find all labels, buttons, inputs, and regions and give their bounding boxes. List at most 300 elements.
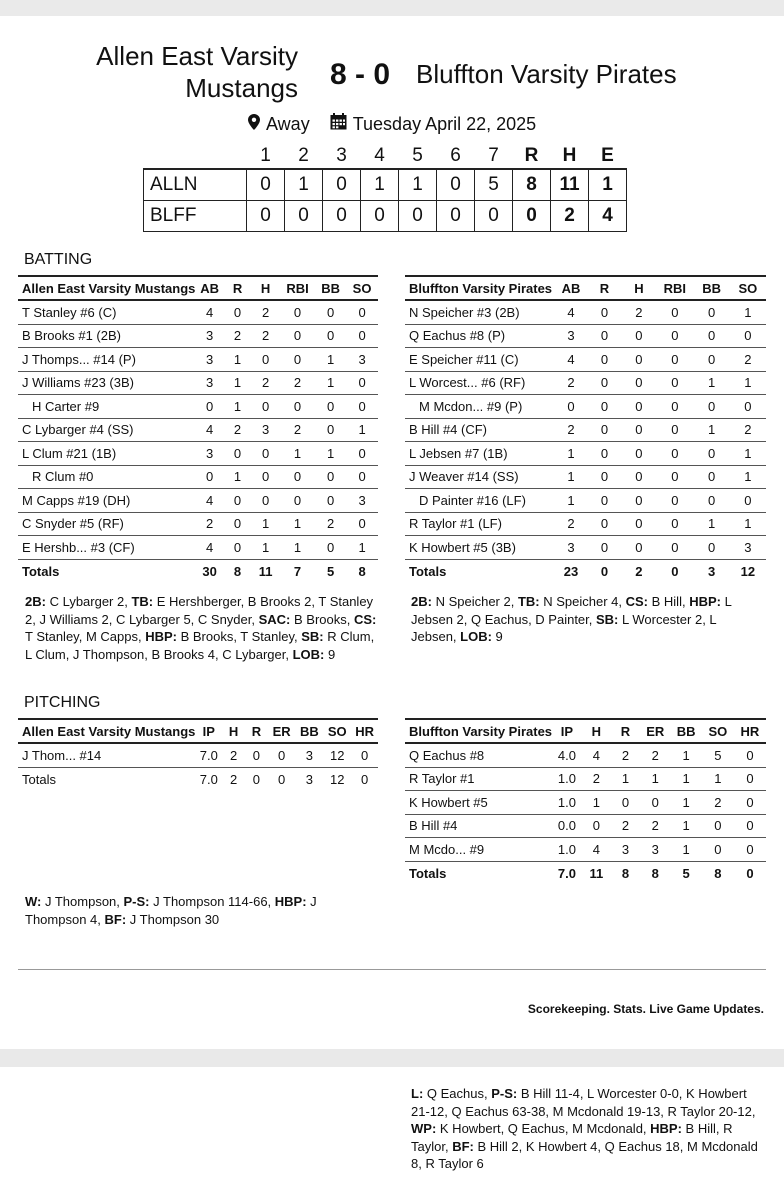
stat-cell: 0 xyxy=(622,442,656,466)
stat-cell: 4.0 xyxy=(552,743,582,767)
stat-cell: 0 xyxy=(315,418,346,442)
stat-cell: 7.0 xyxy=(195,743,222,767)
stat-cell: 3 xyxy=(346,489,378,513)
table-row xyxy=(18,418,378,442)
totals-row xyxy=(405,559,766,584)
stat-header-row xyxy=(18,276,378,300)
stat-cell: 1 xyxy=(670,838,701,862)
player-name: J Weaver #14 (SS) xyxy=(405,465,555,489)
inning-header: 5 xyxy=(412,145,423,166)
stat-cell: 2 xyxy=(222,743,245,767)
note-value: B Hill, xyxy=(648,594,690,609)
stat-cell: 0 xyxy=(694,536,730,560)
page-break-bar xyxy=(0,1049,784,1067)
stat-cell: 0 xyxy=(346,465,378,489)
stat-cell: 2 xyxy=(640,743,670,767)
totals-label: Totals xyxy=(22,772,56,787)
stat-cell: 2 xyxy=(555,418,588,442)
stat-column-header: ER xyxy=(268,719,296,743)
player-name: E Speicher #11 (C) xyxy=(405,348,555,372)
stat-cell: 0 xyxy=(251,442,280,466)
stat-cell: 0 xyxy=(656,418,693,442)
stat-cell: 2 xyxy=(251,371,280,395)
stat-cell: 1 xyxy=(640,767,670,791)
stat-cell: 0 xyxy=(734,767,766,791)
team-abbr: BLFF xyxy=(144,201,247,232)
stat-cell: 0 xyxy=(346,512,378,536)
stat-cell: 1 xyxy=(251,512,280,536)
table-row xyxy=(18,371,378,395)
stat-cell: 0 xyxy=(280,465,315,489)
table-row xyxy=(18,348,378,372)
table-row xyxy=(18,465,378,489)
player-name: R Taylor #1 (LF) xyxy=(405,512,555,536)
note-value: J Thompson 4, xyxy=(25,894,317,927)
away-pitching-table xyxy=(405,718,766,886)
stat-cell: 0 xyxy=(346,442,378,466)
note-value: 9 xyxy=(324,646,336,662)
note-value: B Brooks, xyxy=(290,611,354,627)
table-row xyxy=(405,536,766,560)
stat-cell: 0 xyxy=(640,791,670,815)
note-key: BF: xyxy=(104,911,127,927)
stat-cell: 0 xyxy=(656,489,693,513)
table-row xyxy=(18,395,378,419)
stat-cell: 0 xyxy=(587,489,621,513)
stat-cell: 4 xyxy=(195,418,223,442)
note-key: LOB: xyxy=(292,646,325,662)
table-row xyxy=(18,536,378,560)
inning-score: 0 xyxy=(437,169,475,201)
stat-cell: 1 xyxy=(280,512,315,536)
batting-section-title: BATTING xyxy=(24,251,93,268)
linescore-row xyxy=(144,169,627,201)
top-status-bar xyxy=(0,0,784,16)
note-value: J Thompson 30 xyxy=(126,911,220,927)
stat-cell: 0 xyxy=(280,324,315,348)
hits-total: 11 xyxy=(551,169,589,201)
stat-cell: 0 xyxy=(694,300,730,324)
inning-header: 7 xyxy=(488,145,499,166)
totals-cell: 0 xyxy=(671,564,679,579)
runs-total: 8 xyxy=(513,169,551,201)
stat-cell: 0 xyxy=(622,536,656,560)
note-value: B Hill, R Taylor, xyxy=(411,1121,733,1154)
stat-column-header: BB xyxy=(694,276,730,300)
stat-cell: 0 xyxy=(694,324,730,348)
inning-score: 0 xyxy=(399,201,437,232)
stat-column-header: AB xyxy=(195,276,223,300)
note-value: B Hill 2, K Howbert 4, Q Eachus 18, M Mcdonald 8, R Taylor 6 xyxy=(411,1138,758,1171)
note-value: Q Eachus, xyxy=(423,1086,492,1101)
stat-cell: 1 xyxy=(315,442,346,466)
stat-cell: 0.0 xyxy=(552,814,582,838)
table-row xyxy=(18,300,378,324)
player-name: M Mcdo... #9 xyxy=(405,838,552,862)
note-key: LOB: xyxy=(460,629,492,644)
player-name: K Howbert #5 xyxy=(405,791,552,815)
hits-header: H xyxy=(562,145,577,166)
stat-cell: 1 xyxy=(224,348,251,372)
player-name: H Carter #9 xyxy=(18,395,195,419)
totals-cell: 12 xyxy=(329,772,345,787)
stat-column-header: H xyxy=(582,719,611,743)
stat-column-header: H xyxy=(222,719,245,743)
stat-column-header: AB xyxy=(555,276,588,300)
stat-cell: 2 xyxy=(251,324,280,348)
stat-column-header: SO xyxy=(730,276,766,300)
inning-score: 0 xyxy=(247,201,285,232)
stat-header-row xyxy=(18,719,378,743)
footer-tagline: Scorekeeping. Stats. Live Game Updates. xyxy=(527,1002,764,1016)
stat-cell: 1 xyxy=(694,418,730,442)
totals-cell: 8 xyxy=(714,866,722,881)
totals-cell: 30 xyxy=(202,564,217,579)
stat-cell: 1 xyxy=(730,512,766,536)
stat-cell: 1 xyxy=(730,465,766,489)
stat-header-row xyxy=(405,276,766,300)
note-key: HBP: xyxy=(650,1121,682,1136)
table-row xyxy=(405,767,766,791)
stat-column-header: SO xyxy=(702,719,734,743)
stat-cell: 1 xyxy=(346,536,378,560)
stat-cell: 3 xyxy=(195,324,223,348)
note-value: N Speicher 4, xyxy=(539,594,626,609)
home-pitching-table xyxy=(18,718,378,792)
stat-cell: 1.0 xyxy=(552,767,582,791)
stat-column-header: R xyxy=(245,719,268,743)
stat-cell: 2 xyxy=(280,418,315,442)
stat-cell: 3 xyxy=(730,536,766,560)
stat-cell: 2 xyxy=(730,418,766,442)
stat-cell: 0 xyxy=(346,395,378,419)
stat-cell: 0 xyxy=(587,465,621,489)
stat-cell: 1 xyxy=(224,465,251,489)
stat-column-header: BB xyxy=(670,719,701,743)
calendar-icon xyxy=(330,112,347,136)
stat-cell: 0 xyxy=(280,300,315,324)
stat-cell: 0 xyxy=(315,324,346,348)
note-value: J Thompson, xyxy=(41,894,124,909)
totals-cell: 12 xyxy=(740,564,756,579)
stat-cell: 4 xyxy=(195,536,223,560)
stat-cell: 0 xyxy=(251,395,280,419)
note-value: L Worcester 2, L Jebsen, xyxy=(411,611,717,644)
home-team-name: Allen East Varsity Mustangs xyxy=(96,41,298,103)
player-name: B Hill #4 (CF) xyxy=(405,418,555,442)
note-value: J Thompson 114-66, xyxy=(149,894,275,909)
player-name: Q Eachus #8 (P) xyxy=(405,324,555,348)
totals-cell: 5 xyxy=(682,866,690,881)
stat-cell: 5 xyxy=(702,743,734,767)
note-value: R Clum, L Clum, J Thompson, B Brooks 4, C Lybarger, xyxy=(25,629,375,662)
stat-cell: 0 xyxy=(622,418,656,442)
stat-cell: 0 xyxy=(315,465,346,489)
player-name: L Jebsen #7 (1B) xyxy=(405,442,555,466)
away-batting-table xyxy=(405,275,766,584)
table-row xyxy=(405,395,766,419)
totals-cell: 2 xyxy=(635,564,643,579)
stat-cell: 0 xyxy=(694,395,730,419)
stat-cell: 1 xyxy=(702,767,734,791)
hits-total: 2 xyxy=(551,201,589,232)
runs-total: 0 xyxy=(513,201,551,232)
stat-cell: 0 xyxy=(622,395,656,419)
stat-cell: 1.0 xyxy=(552,838,582,862)
stat-header-row xyxy=(405,719,766,743)
stat-cell: 0 xyxy=(622,512,656,536)
team-abbr: ALLN xyxy=(144,169,247,201)
stat-cell: 0 xyxy=(224,512,251,536)
player-name: M Capps #19 (DH) xyxy=(18,489,195,513)
stat-cell: 1 xyxy=(280,536,315,560)
stat-cell: 0 xyxy=(656,536,693,560)
stat-cell: 0 xyxy=(730,489,766,513)
stat-cell: 1 xyxy=(555,442,588,466)
note-key: SB: xyxy=(596,611,619,627)
stat-cell: 0 xyxy=(734,838,766,862)
stat-column-header: RBI xyxy=(656,276,693,300)
note-key: SAC: xyxy=(258,611,291,627)
inning-score: 1 xyxy=(361,169,399,201)
stat-cell: 2 xyxy=(224,324,251,348)
table-row xyxy=(405,348,766,372)
stat-cell: 1 xyxy=(346,418,378,442)
stat-cell: 1 xyxy=(670,814,701,838)
totals-label: Totals xyxy=(22,564,60,579)
player-name: E Hershb... #3 (CF) xyxy=(18,536,195,560)
stat-cell: 0 xyxy=(315,395,346,419)
stat-cell: 0 xyxy=(622,348,656,372)
stat-cell: 0 xyxy=(346,371,378,395)
home-batting-notes xyxy=(25,593,380,663)
stat-cell: 0 xyxy=(656,324,693,348)
inning-score: 0 xyxy=(437,201,475,232)
note-value: N Speicher 2, xyxy=(431,594,518,609)
stat-cell: 3 xyxy=(555,324,588,348)
table-row xyxy=(405,512,766,536)
stat-cell: 0 xyxy=(224,536,251,560)
stat-cell: 1 xyxy=(611,767,640,791)
stat-cell: 1 xyxy=(315,348,346,372)
totals-cell: 8 xyxy=(651,866,659,881)
stat-cell: 0 xyxy=(346,300,378,324)
stat-cell: 4 xyxy=(555,348,588,372)
stat-column-header: R xyxy=(587,276,621,300)
map-pin-icon xyxy=(248,112,260,136)
stat-cell: 0 xyxy=(280,348,315,372)
stat-cell: 0 xyxy=(656,512,693,536)
note-value: 9 xyxy=(491,629,503,644)
stat-cell: 0 xyxy=(280,489,315,513)
stat-cell: 0 xyxy=(622,371,656,395)
stat-cell: 1 xyxy=(670,767,701,791)
totals-cell: 0 xyxy=(361,772,369,787)
note-key: 2B: xyxy=(411,594,432,609)
note-key: P-S: xyxy=(123,894,150,909)
table-row xyxy=(405,465,766,489)
inning-score: 1 xyxy=(285,169,323,201)
stat-cell: 1 xyxy=(694,512,730,536)
stat-cell: 0 xyxy=(224,442,251,466)
inning-score: 1 xyxy=(399,169,437,201)
player-name: K Howbert #5 (3B) xyxy=(405,536,555,560)
stat-column-header: H xyxy=(251,276,280,300)
stat-cell: 0 xyxy=(555,395,588,419)
table-row xyxy=(405,324,766,348)
stat-cell: 3 xyxy=(195,371,223,395)
stat-cell: 0 xyxy=(251,489,280,513)
player-name: M Mcdon... #9 (P) xyxy=(405,395,555,419)
stat-cell: 12 xyxy=(323,743,351,767)
stat-cell: 2 xyxy=(702,791,734,815)
stat-cell: 3 xyxy=(611,838,640,862)
note-key: HBP: xyxy=(689,594,721,609)
inning-score: 0 xyxy=(323,201,361,232)
totals-cell: 23 xyxy=(563,564,579,579)
stat-cell: 0 xyxy=(656,348,693,372)
player-name: N Speicher #3 (2B) xyxy=(405,300,555,324)
note-key: WP: xyxy=(411,1121,437,1136)
inning-score: 5 xyxy=(475,169,513,201)
note-value: T Stanley, M Capps, xyxy=(25,629,146,644)
stat-cell: 0 xyxy=(587,418,621,442)
totals-cell: 7 xyxy=(293,564,302,579)
note-value: L Jebsen 2, Q Eachus, D Painter, xyxy=(411,594,732,627)
note-value: B Hill 11-4, L Worcester 0-0, K Howbert 21-12, Q Eachus 63-38, M Mcdonald 19-13, R Taylor 20-12, xyxy=(411,1086,756,1119)
inning-score: 0 xyxy=(285,201,323,232)
inning-score: 0 xyxy=(323,169,361,201)
errors-total: 4 xyxy=(589,201,627,232)
stat-cell: 3 xyxy=(296,743,324,767)
stat-cell: 1 xyxy=(251,536,280,560)
totals-cell: 8 xyxy=(233,564,242,579)
stat-cell: 1 xyxy=(730,371,766,395)
table-row xyxy=(18,743,378,767)
stat-cell: 4 xyxy=(582,838,611,862)
stat-cell: 2 xyxy=(315,512,346,536)
errors-header: E xyxy=(601,145,614,166)
stat-cell: 2 xyxy=(730,348,766,372)
game-score: 8 - 0 xyxy=(329,58,391,91)
stat-cell: 1 xyxy=(582,791,611,815)
note-key: 2B: xyxy=(25,594,46,609)
player-name: J Williams #23 (3B) xyxy=(18,371,195,395)
stat-cell: 0 xyxy=(694,442,730,466)
stat-cell: 4 xyxy=(195,300,223,324)
totals-cell: 0 xyxy=(746,866,754,881)
stat-cell: 0 xyxy=(694,348,730,372)
note-key: HBP: xyxy=(145,629,177,644)
linescore-header xyxy=(144,144,627,169)
player-name: R Taylor #1 xyxy=(405,767,552,791)
player-name: Q Eachus #8 xyxy=(405,743,552,767)
stat-column-header: BB xyxy=(315,276,346,300)
note-key: SB: xyxy=(301,629,324,644)
stat-column-header: ER xyxy=(640,719,670,743)
table-row xyxy=(405,838,766,862)
home-pitching-notes xyxy=(25,893,355,928)
stat-column-header: IP xyxy=(195,719,222,743)
totals-label: Totals xyxy=(409,564,447,579)
errors-total: 1 xyxy=(589,169,627,201)
note-key: CS: xyxy=(353,611,377,627)
totals-cell: 7.0 xyxy=(199,772,218,787)
stat-cell: 0 xyxy=(315,300,346,324)
totals-row xyxy=(18,559,378,584)
linescore-row xyxy=(144,201,627,232)
totals-row xyxy=(405,861,766,886)
stat-cell: 3 xyxy=(555,536,588,560)
inning-header: 3 xyxy=(336,145,347,166)
game-meta xyxy=(248,112,536,136)
note-key: W: xyxy=(25,894,42,909)
table-row xyxy=(18,489,378,513)
totals-cell: 11 xyxy=(258,564,273,579)
table-row xyxy=(405,489,766,513)
inning-header: 1 xyxy=(260,145,271,166)
totals-cell: 2 xyxy=(229,772,238,787)
stat-cell: 0 xyxy=(582,814,611,838)
stat-cell: 2 xyxy=(555,512,588,536)
note-value: E Hershberger, B Brooks 2, T Stanley 2, J Williams 2, C Lybarger 5, C Snyder, xyxy=(25,594,374,627)
note-key: L: xyxy=(411,1086,424,1101)
stat-cell: 2 xyxy=(611,743,640,767)
stat-cell: 2 xyxy=(280,371,315,395)
divider xyxy=(18,969,766,970)
stat-cell: 0 xyxy=(587,395,621,419)
stat-cell: 0 xyxy=(224,489,251,513)
note-value: K Howbert, Q Eachus, M Mcdonald, xyxy=(436,1121,651,1136)
player-name: J Thom... #14 xyxy=(18,743,195,767)
stat-cell: 2 xyxy=(622,300,656,324)
stat-cell: 0 xyxy=(702,814,734,838)
team-header: Bluffton Varsity Pirates xyxy=(405,719,552,743)
totals-cell: 8 xyxy=(621,866,630,881)
stat-column-header: BB xyxy=(296,719,324,743)
stat-cell: 0 xyxy=(622,489,656,513)
stat-cell: 0 xyxy=(251,465,280,489)
stat-cell: 0 xyxy=(656,395,693,419)
stat-cell: 0 xyxy=(734,743,766,767)
totals-cell: 11 xyxy=(589,866,604,881)
stat-cell: 0 xyxy=(656,442,693,466)
stat-cell: 0 xyxy=(195,395,223,419)
stat-cell: 1 xyxy=(224,395,251,419)
stat-cell: 2 xyxy=(611,814,640,838)
stat-cell: 0 xyxy=(587,300,621,324)
stat-cell: 1 xyxy=(730,300,766,324)
player-name: L Clum #21 (1B) xyxy=(18,442,195,466)
home-batting-table xyxy=(18,275,378,584)
totals-cell: 8 xyxy=(358,564,366,579)
stat-cell: 4 xyxy=(555,300,588,324)
totals-cell: 7.0 xyxy=(557,866,576,881)
stat-cell: 4 xyxy=(582,743,611,767)
player-name: C Lybarger #4 (SS) xyxy=(18,418,195,442)
inning-score: 0 xyxy=(361,201,399,232)
stat-cell: 0 xyxy=(251,348,280,372)
away-batting-notes xyxy=(411,593,756,646)
stat-column-header: IP xyxy=(552,719,582,743)
player-name: L Worcest... #6 (RF) xyxy=(405,371,555,395)
stat-column-header: HR xyxy=(351,719,378,743)
stat-cell: 2 xyxy=(640,814,670,838)
stat-cell: 0 xyxy=(346,324,378,348)
team-header: Bluffton Varsity Pirates xyxy=(405,276,555,300)
stat-cell: 4 xyxy=(195,489,223,513)
stat-cell: 0 xyxy=(245,743,268,767)
